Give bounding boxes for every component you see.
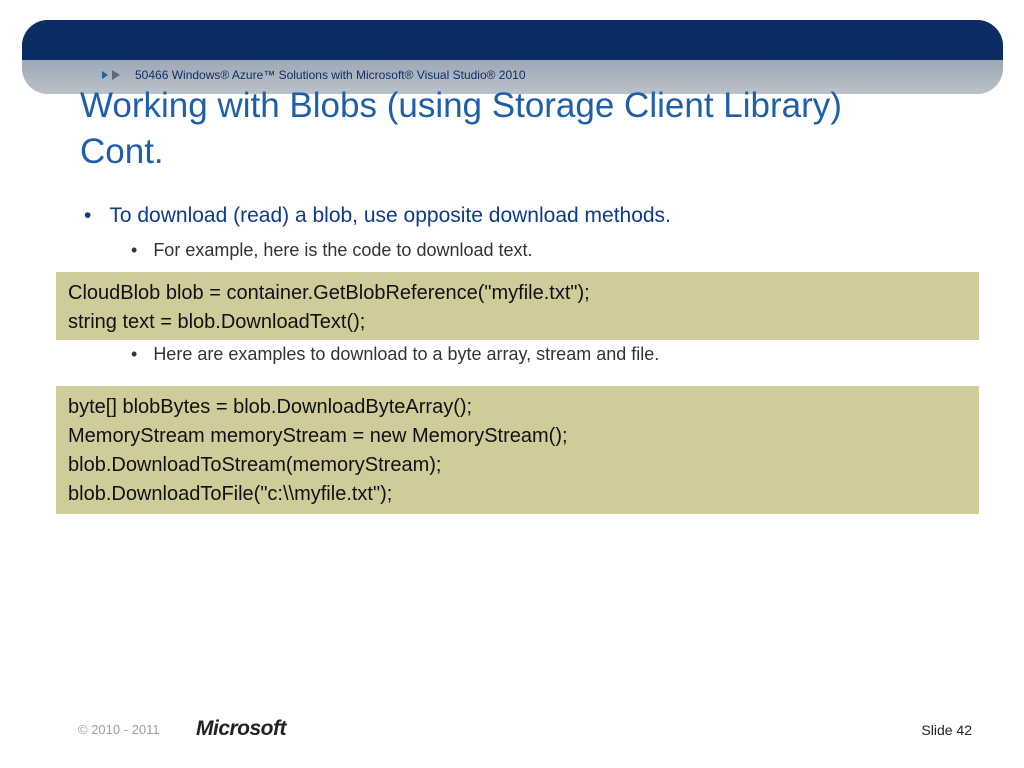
bullet-dot: • — [131, 344, 138, 364]
sub-bullet-text: For example, here is the code to download text. — [153, 240, 533, 260]
course-line — [102, 67, 526, 83]
slide-number: Slide 42 — [921, 722, 972, 738]
course-title: 50466 Windows® Azure™ Solutions with Microsoft® Visual Studio® 2010 — [135, 68, 526, 82]
header-band-dark — [22, 20, 1003, 60]
code-line: blob.DownloadToFile("c:\\myfile.txt"); — [68, 483, 393, 505]
bullet-dot: • — [84, 204, 92, 227]
code-line: CloudBlob blob = container.GetBlobReference("myfile.txt"); — [68, 282, 590, 304]
sub-bullet-text: Here are examples to download to a byte array, stream and file. — [153, 344, 660, 364]
code-line: MemoryStream memoryStream = new MemoryStream(); — [68, 425, 568, 447]
copyright-text: © 2010 - 2011 — [78, 722, 160, 737]
bullet-text: To download (read) a blob, use opposite download methods. — [109, 204, 671, 227]
small-arrow-icon — [102, 71, 108, 79]
code-line: string text = blob.DownloadText(); — [68, 311, 366, 333]
slide-title-line2: Cont. — [80, 132, 164, 171]
bullet-dot: • — [131, 240, 138, 260]
course-arrows — [102, 70, 121, 80]
code-line: byte[] blobBytes = blob.DownloadByteArray(); — [68, 396, 473, 418]
code-box-download-text — [56, 272, 979, 340]
sub-bullet-1 — [131, 240, 533, 261]
microsoft-logo: Microsoft — [196, 717, 286, 740]
slide-title-line1: Working with Blobs (using Storage Client Library) — [80, 86, 842, 125]
arrow-right-icon — [111, 70, 121, 80]
code-line: blob.DownloadToStream(memoryStream); — [68, 454, 442, 476]
bullet-level1 — [84, 204, 671, 228]
sub-bullet-2 — [131, 344, 659, 365]
slide-title — [80, 83, 980, 175]
code-box-download-bytes — [56, 386, 979, 514]
